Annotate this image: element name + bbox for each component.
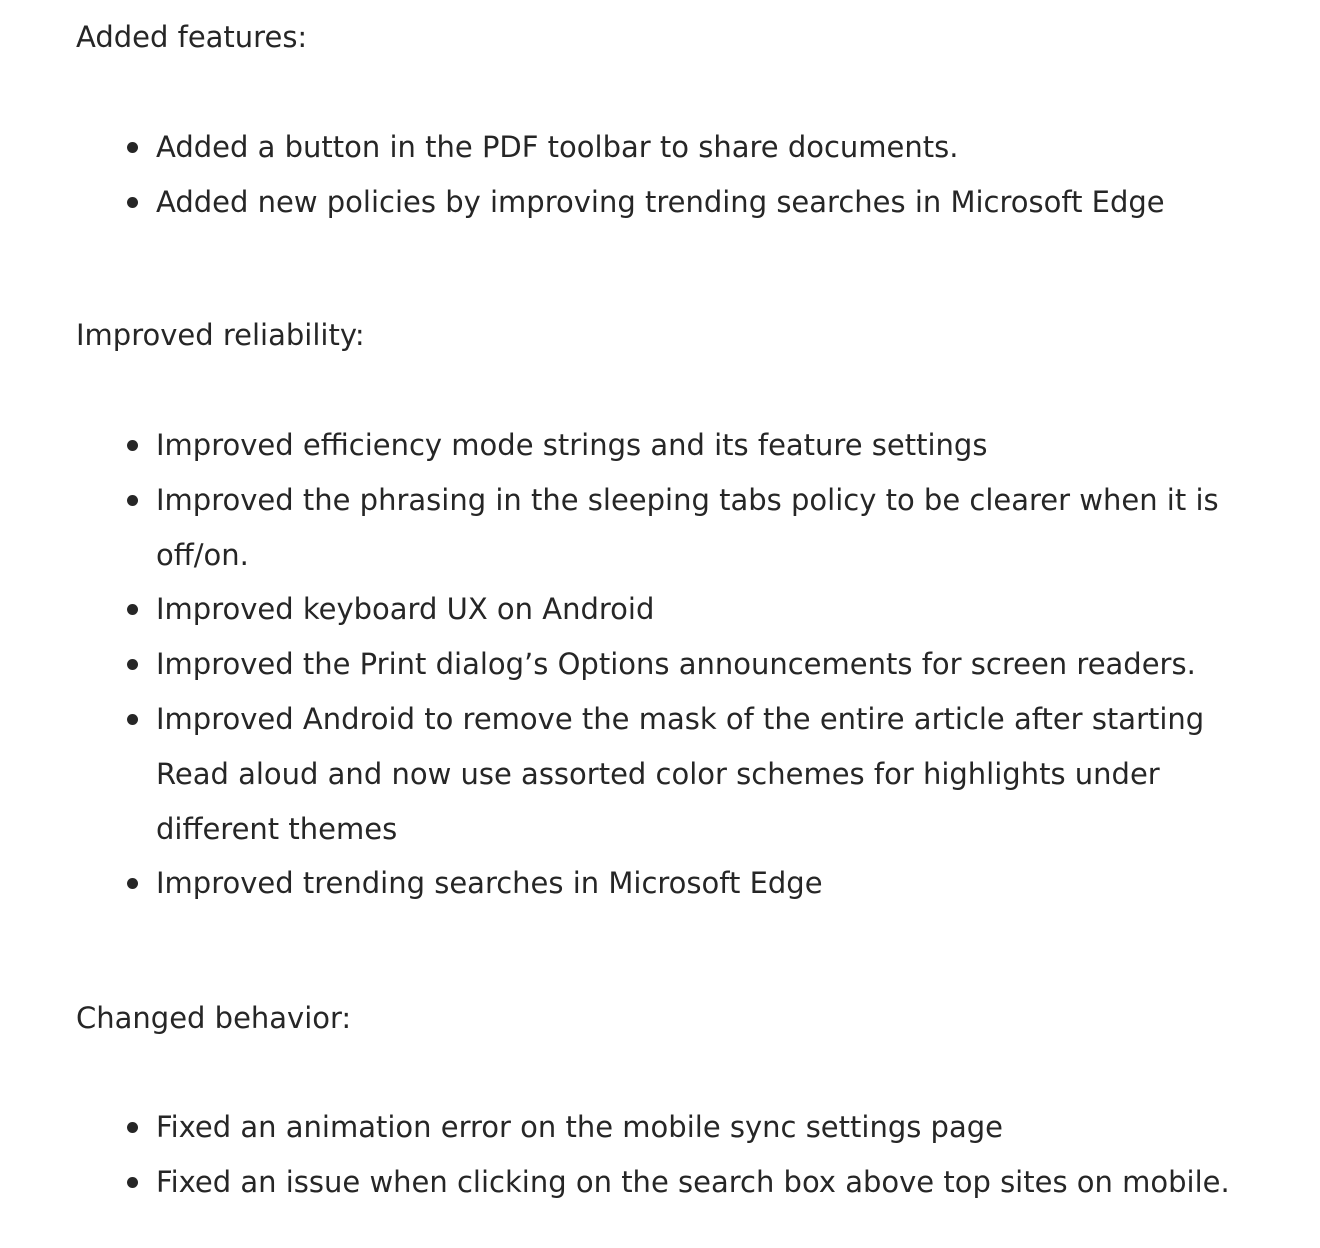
list-item: Improved keyboard UX on Android	[0, 582, 1320, 637]
list-item: Added new policies by improving trending searches in Microsoft Edge	[0, 175, 1320, 230]
list-item: Fixed an issue when clicking on the search box above top sites on mobile.	[0, 1155, 1320, 1210]
list-item: Fixed an animation error on the mobile sync settings page	[0, 1100, 1320, 1155]
changed-behavior-list	[0, 1100, 1320, 1210]
list-item: Added a button in the PDF toolbar to share documents.	[0, 120, 1320, 175]
section-heading-added-features: Added features:	[76, 20, 308, 54]
improved-reliability-list	[0, 418, 1320, 911]
list-item: Improved the phrasing in the sleeping tabs policy to be clearer when it is off/on.	[0, 473, 1320, 583]
list-item: Improved the Print dialog’s Options announcements for screen readers.	[0, 637, 1320, 692]
section-heading-changed-behavior: Changed behavior:	[76, 1001, 352, 1035]
added-features-list	[0, 120, 1320, 230]
list-item: Improved efficiency mode strings and its feature settings	[0, 418, 1320, 473]
section-heading-improved-reliability: Improved reliability:	[76, 318, 365, 352]
list-item: Improved Android to remove the mask of the entire article after starting Read aloud and now use assorted color schemes for highlights under different themes	[0, 692, 1320, 856]
list-item: Improved trending searches in Microsoft Edge	[0, 856, 1320, 911]
